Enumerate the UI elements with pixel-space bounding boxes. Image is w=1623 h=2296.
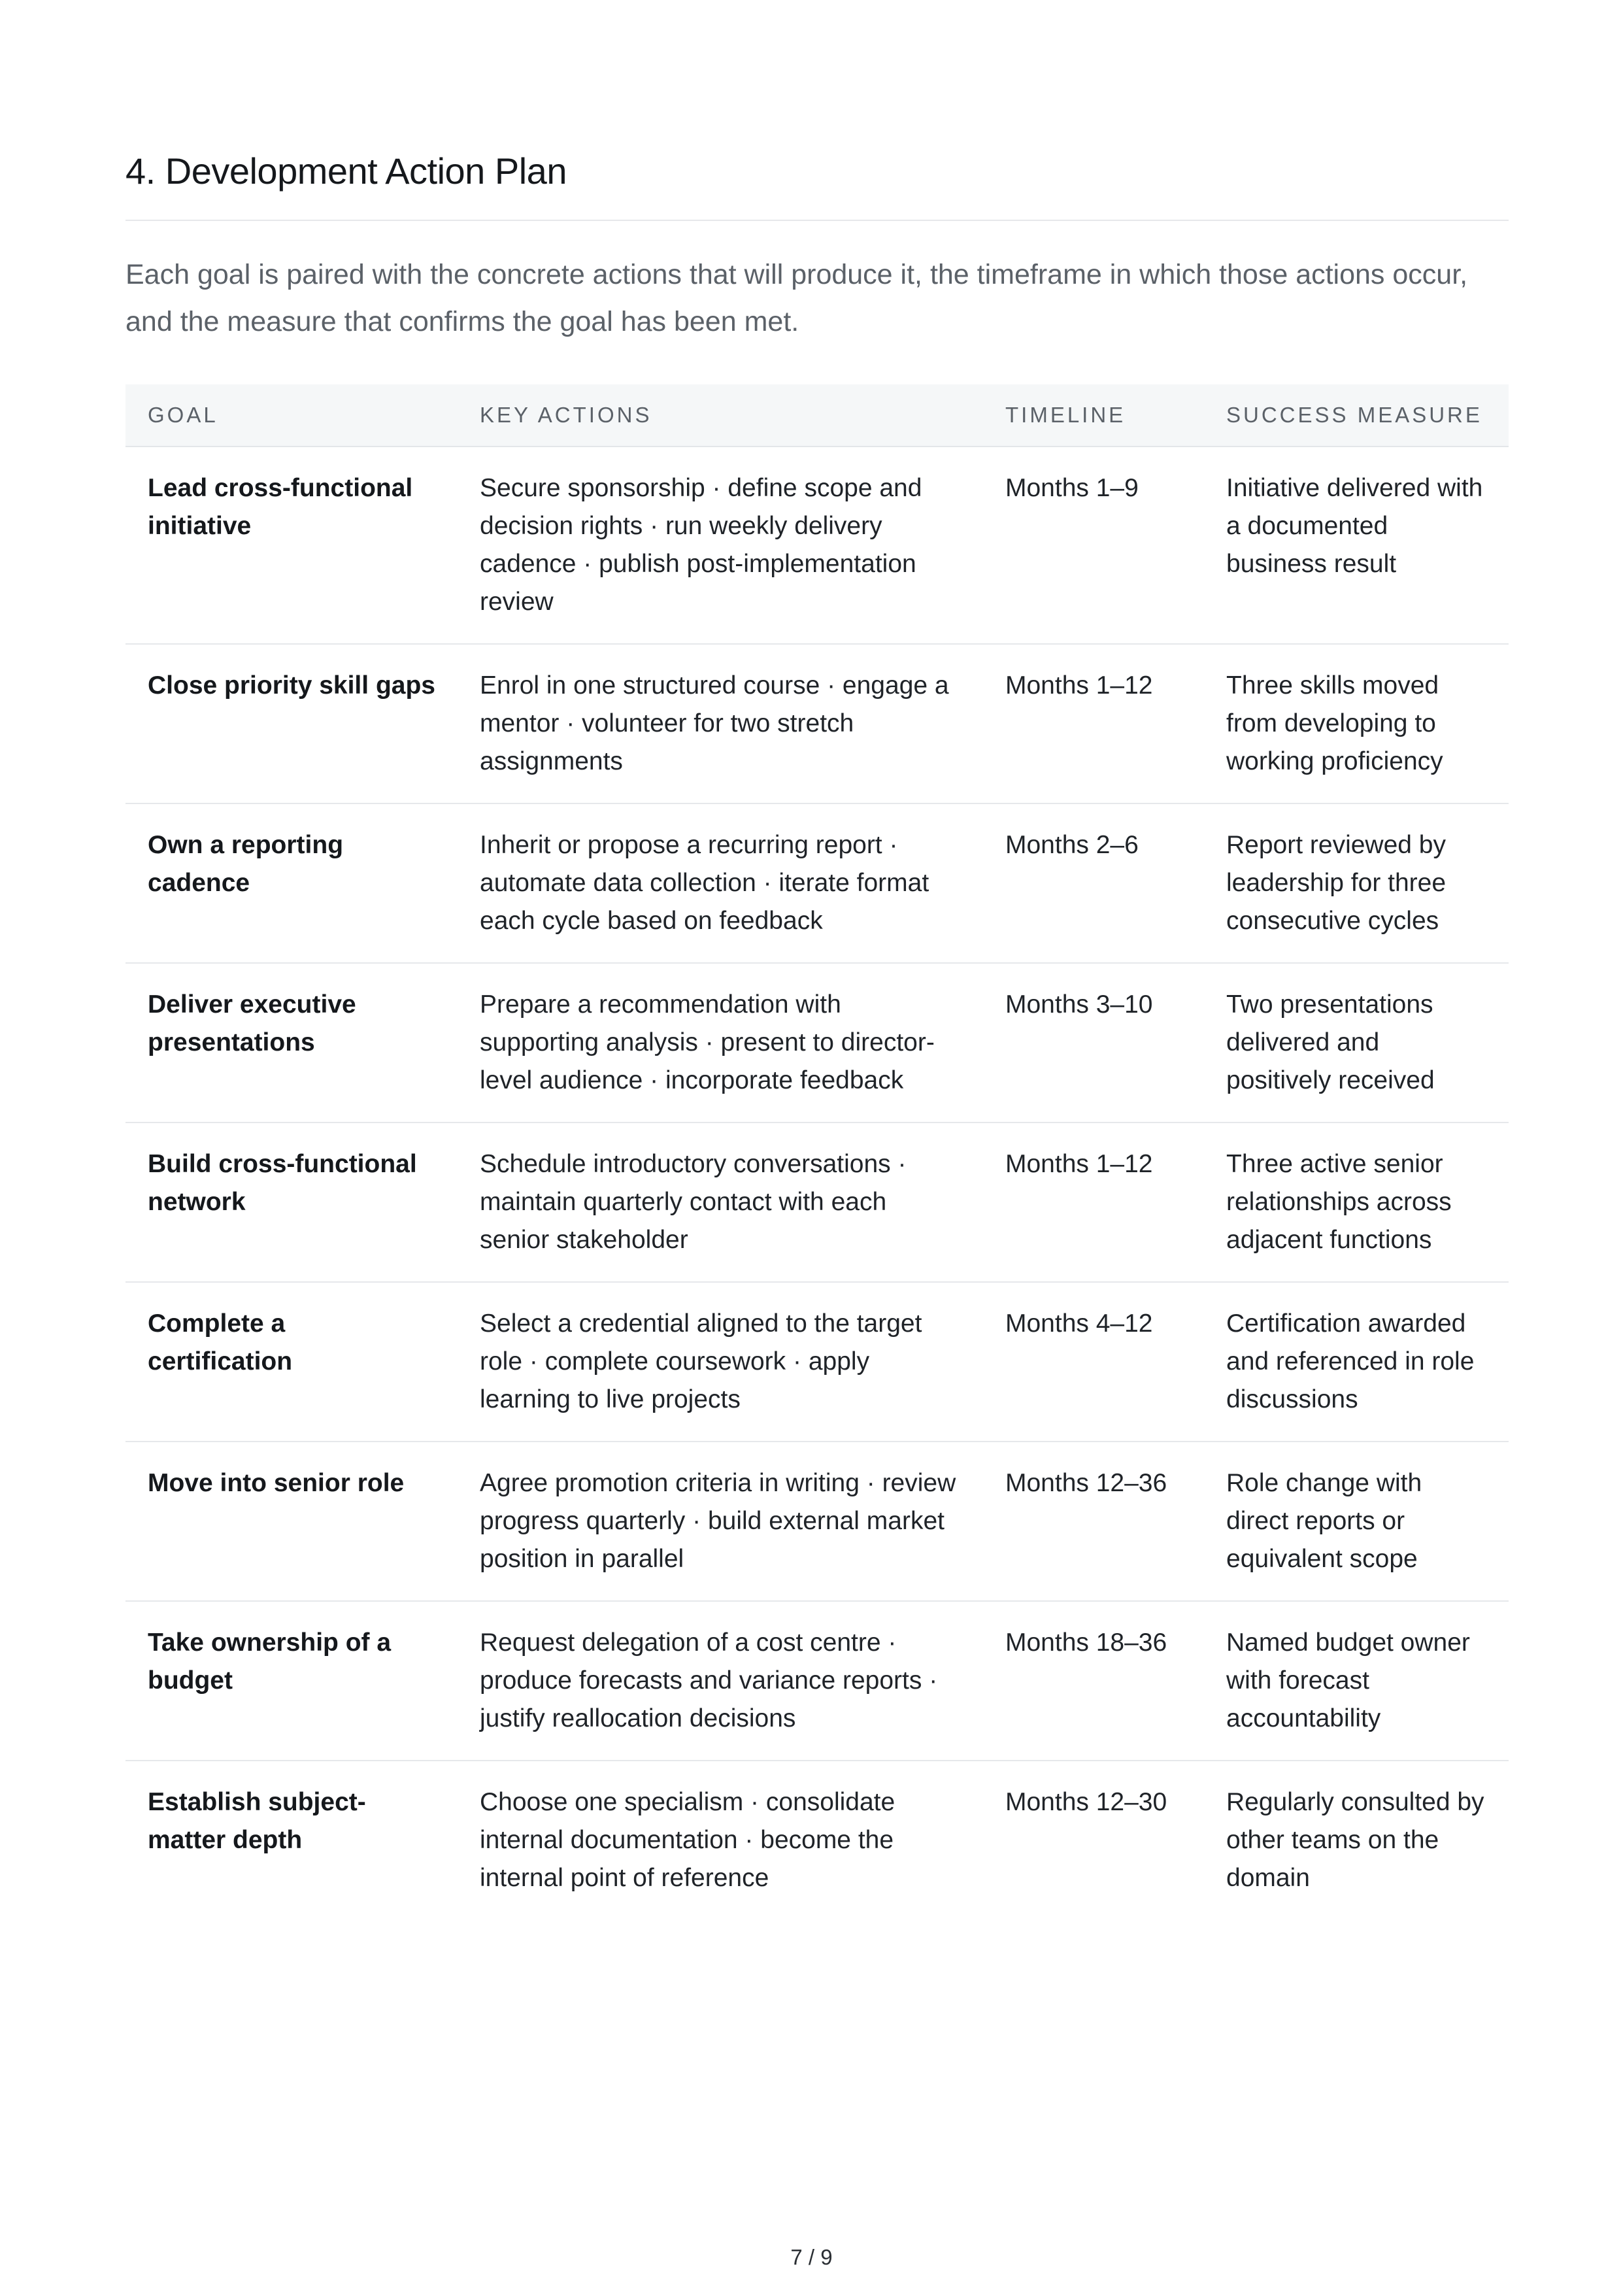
success-measure-cell: Two presentations delivered and positively received xyxy=(1204,963,1509,1123)
success-measure-cell: Initiative delivered with a documented business result xyxy=(1204,447,1509,644)
timeline-cell: Months 12–30 xyxy=(1005,1788,1167,1816)
timeline-cell: Months 3–10 xyxy=(983,963,1204,1123)
table-row xyxy=(125,803,1509,963)
goal-cell: Close priority skill gaps xyxy=(125,644,458,803)
goal-cell: Own a reporting cadence xyxy=(125,803,458,963)
timeline-cell: Months 12–36 xyxy=(983,1442,1204,1601)
goal-cell: Deliver executive presentations xyxy=(125,963,458,1123)
intro-paragraph: Each goal is paired with the concrete actions that will produce it, the timeframe in which those actions occur, and the measure that confirms the goal has been met. xyxy=(125,259,1468,337)
key-actions-cell: Choose one specialism · consolidate internal documentation · become the internal point of reference xyxy=(480,1788,895,1892)
column-header-timeline: TIMELINE xyxy=(983,384,1204,447)
success-measure-cell: Certification awarded and referenced in role discussions xyxy=(1204,1282,1509,1442)
key-actions-cell: Inherit or propose a recurring report · automate data collection · iterate format each cycle based on feedback xyxy=(458,803,983,963)
table-row xyxy=(125,1761,1509,1919)
table-row xyxy=(125,447,1509,644)
success-measure-cell: Role change with direct reports or equivalent scope xyxy=(1204,1442,1509,1601)
page-number: 7 / 9 xyxy=(790,2245,833,2269)
column-header-success-measure: SUCCESS MEASURE xyxy=(1204,384,1509,447)
column-header-key-actions: KEY ACTIONS xyxy=(458,384,983,447)
goal-cell: Lead cross-functional initiative xyxy=(125,447,458,644)
table-row xyxy=(125,1123,1509,1282)
success-measure-cell: Report reviewed by leadership for three consecutive cycles xyxy=(1204,803,1509,963)
goal-cell: Move into senior role xyxy=(125,1442,458,1601)
goal-cell: Complete a certification xyxy=(125,1282,458,1442)
timeline-cell: Months 18–36 xyxy=(983,1601,1204,1761)
goal-cell: Establish subject-matter depth xyxy=(148,1788,366,1854)
table-row xyxy=(125,1282,1509,1442)
success-measure-cell: Three skills moved from developing to working proficiency xyxy=(1204,644,1509,803)
key-actions-cell: Request delegation of a cost centre · produce forecasts and variance reports · justify reallocation decisions xyxy=(458,1601,983,1761)
key-actions-cell: Enrol in one structured course · engage a mentor · volunteer for two stretch assignments xyxy=(458,644,983,803)
table-row xyxy=(125,1601,1509,1761)
key-actions-cell: Agree promotion criteria in writing · review progress quarterly · build external market position in parallel xyxy=(458,1442,983,1601)
column-header-goal: GOAL xyxy=(125,384,458,447)
key-actions-cell: Schedule introductory conversations · maintain quarterly contact with each senior stakeholder xyxy=(458,1123,983,1282)
success-measure-cell: Three active senior relationships across adjacent functions xyxy=(1204,1123,1509,1282)
goal-cell: Build cross-functional network xyxy=(125,1123,458,1282)
heading-divider xyxy=(125,220,1509,221)
key-actions-cell: Select a credential aligned to the target role · complete coursework · apply learning to live projects xyxy=(458,1282,983,1442)
key-actions-cell: Prepare a recommendation with supporting analysis · present to director-level audience · incorporate feedback xyxy=(458,963,983,1123)
success-measure-cell: Regularly consulted by other teams on the domain xyxy=(1226,1788,1484,1892)
timeline-cell: Months 2–6 xyxy=(983,803,1204,963)
success-measure-cell: Named budget owner with forecast accountability xyxy=(1204,1601,1509,1761)
table-row xyxy=(125,963,1509,1123)
timeline-cell: Months 4–12 xyxy=(983,1282,1204,1442)
table-row xyxy=(125,1442,1509,1601)
key-actions-cell: Secure sponsorship · define scope and decision rights · run weekly delivery cadence · publish post-implementation review xyxy=(458,447,983,644)
table-row xyxy=(125,644,1509,803)
table-body xyxy=(125,447,1509,1919)
action-plan-table xyxy=(125,384,1509,1919)
timeline-cell: Months 1–12 xyxy=(983,644,1204,803)
goal-cell: Take ownership of a budget xyxy=(125,1601,458,1761)
table-header-row xyxy=(125,384,1509,447)
section-heading: 4. Development Action Plan xyxy=(125,150,567,192)
timeline-cell: Months 1–9 xyxy=(983,447,1204,644)
table-header xyxy=(125,384,1509,447)
timeline-cell: Months 1–12 xyxy=(983,1123,1204,1282)
